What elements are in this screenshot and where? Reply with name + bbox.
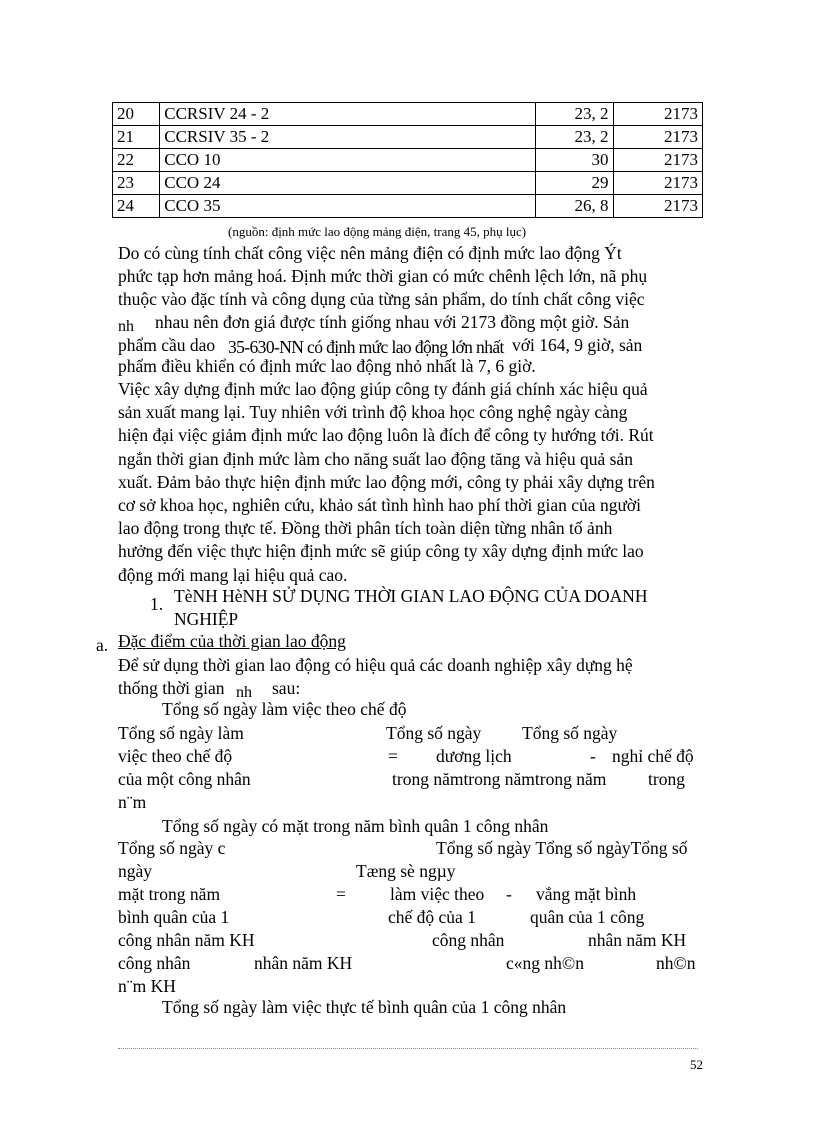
formula3-heading: Tổng số ngày làm việc thực tế bình quân của 1 công nhân (162, 997, 567, 1017)
table-cell-price: 2173 (613, 172, 702, 195)
para1-line: Do có cùng tính chất công việc nên mảng điện có định mức lao động Ýt (118, 243, 622, 263)
formula2-heading: Tổng số ngày có mặt trong năm bình quân 1 công nhân (162, 816, 549, 836)
table-row (113, 149, 703, 172)
para2-line: động mới mang lại hiệu quả cao. (118, 564, 348, 585)
formula1-row: của một công nhân trong nămtrong nămtrong năm trong (118, 769, 685, 789)
page-number: 52 (690, 1057, 703, 1072)
table-cell-no: 22 (113, 149, 160, 172)
subsection-label: a. (96, 635, 109, 655)
table-cell-price: 2173 (613, 195, 702, 218)
para3-line: thống thời gian nh sau: (118, 678, 301, 701)
table-row (113, 195, 703, 218)
para2-line: cơ sở khoa học, nghiên cứu, khảo sát tình hình hao phí thời gian của người (118, 495, 642, 515)
subsection-title: Đặc điểm của thời gian lao động (118, 631, 346, 651)
section-title-cont: NGHIỆP (174, 609, 239, 629)
source-note: (nguồn: định mức lao động mảng điện, trang 45, phụ lục) (228, 224, 527, 239)
table-row (113, 172, 703, 195)
labor-norm-table (112, 102, 703, 218)
para2-line: hưởng đến việc thực hiện định mức sẽ giúp công ty xây dựng định mức lao (118, 541, 644, 562)
table-cell-no: 24 (113, 195, 160, 218)
formula2-row: bình quân của 1 chế độ của 1 quân của 1 công (118, 907, 645, 927)
table-cell-name: CCO 10 (160, 149, 536, 172)
para3-line: Để sử dụng thời gian lao động có hiệu quả các doanh nghiệp xây dựng hệ (118, 655, 633, 675)
para1-line: nh nhau nên đơn giá được tính giống nhau với 2173 đồng một giờ. Sản (118, 312, 630, 335)
table-cell-price: 2173 (613, 149, 702, 172)
table-cell-hours: 29 (536, 172, 613, 195)
formula1-row: n¨m (118, 792, 147, 812)
table-cell-no: 23 (113, 172, 160, 195)
formula2-row: ngày Tæng sè ngµy (118, 861, 456, 881)
formula2-row: mặt trong năm = làm việc theo - vắng mặt bình (118, 884, 637, 904)
para2-line: hiện đại việc giảm định mức lao động luôn là đích để công ty hướng tới. Rút (118, 425, 654, 446)
para1-line: phẩm cầu dao 35-630-NN có định mức lao động lớn nhất với 164, 9 giờ, sản (118, 335, 643, 357)
para2-line: sản xuất mang lại. Tuy nhiên với trình độ khoa học công nghệ ngày càng (118, 402, 628, 423)
table-cell-hours: 26, 8 (536, 195, 613, 218)
formula1-row: việc theo chế độ = dương lịch - nghỉ chế độ (118, 746, 694, 766)
para1-line: phức tạp hơn mảng hoá. Định mức thời gian có mức chênh lệch lớn, nã phụ (118, 266, 648, 286)
para2-line: ngắn thời gian định mức làm cho năng suất lao động tăng và hiệu quả sản (118, 448, 633, 469)
formula1-row: Tổng số ngày làm Tổng số ngày Tổng số ngày (118, 723, 618, 743)
table-row (113, 103, 703, 126)
table-cell-price: 2173 (613, 126, 702, 149)
para2-line: lao động trong thực tế. Đồng thời phân tích toàn diện từng nhân tố ảnh (118, 518, 613, 539)
table-cell-price: 2173 (613, 103, 702, 126)
formula2-row: công nhân năm KH công nhân nhân năm KH (118, 930, 687, 950)
table-row (113, 126, 703, 149)
table-cell-name: CCRSIV 35 - 2 (160, 126, 536, 149)
formula2-row: n¨m KH (118, 976, 176, 996)
table-cell-hours: 30 (536, 149, 613, 172)
formula2-row: Tổng số ngày c Tổng số ngày Tổng số ngàyTổng số (118, 838, 688, 858)
footer-divider (118, 1048, 698, 1049)
para2-line: Việc xây dựng định mức lao động giúp công ty đánh giá chính xác hiệu quả (118, 379, 648, 399)
para1-line: phẩm điều khiển có định mức lao động nhỏ nhất là 7, 6 giờ. (118, 356, 536, 376)
section-title: TèNH HèNH SỬ DỤNG THỜI GIAN LAO ĐỘNG CỦA DOANH (174, 586, 648, 606)
formula1-heading: Tổng số ngày làm việc theo chế độ (162, 699, 407, 719)
table-cell-hours: 23, 2 (536, 103, 613, 126)
table-cell-hours: 23, 2 (536, 126, 613, 149)
table-cell-name: CCO 24 (160, 172, 536, 195)
table-cell-name: CCO 35 (160, 195, 536, 218)
table-cell-name: CCRSIV 24 - 2 (160, 103, 536, 126)
section-number: 1. (150, 594, 164, 614)
para2-line: xuất. Đảm bảo thực hiện định mức lao động mới, công ty phải xây dựng trên (118, 471, 655, 492)
para1-line: thuộc vào đặc tính và công dụng của từng sản phẩm, do tính chất công việc (118, 289, 645, 309)
table-cell-no: 21 (113, 126, 160, 149)
formula2-row: công nhân nhân năm KH c«ng nh©n nh©n (118, 953, 696, 973)
table-cell-no: 20 (113, 103, 160, 126)
